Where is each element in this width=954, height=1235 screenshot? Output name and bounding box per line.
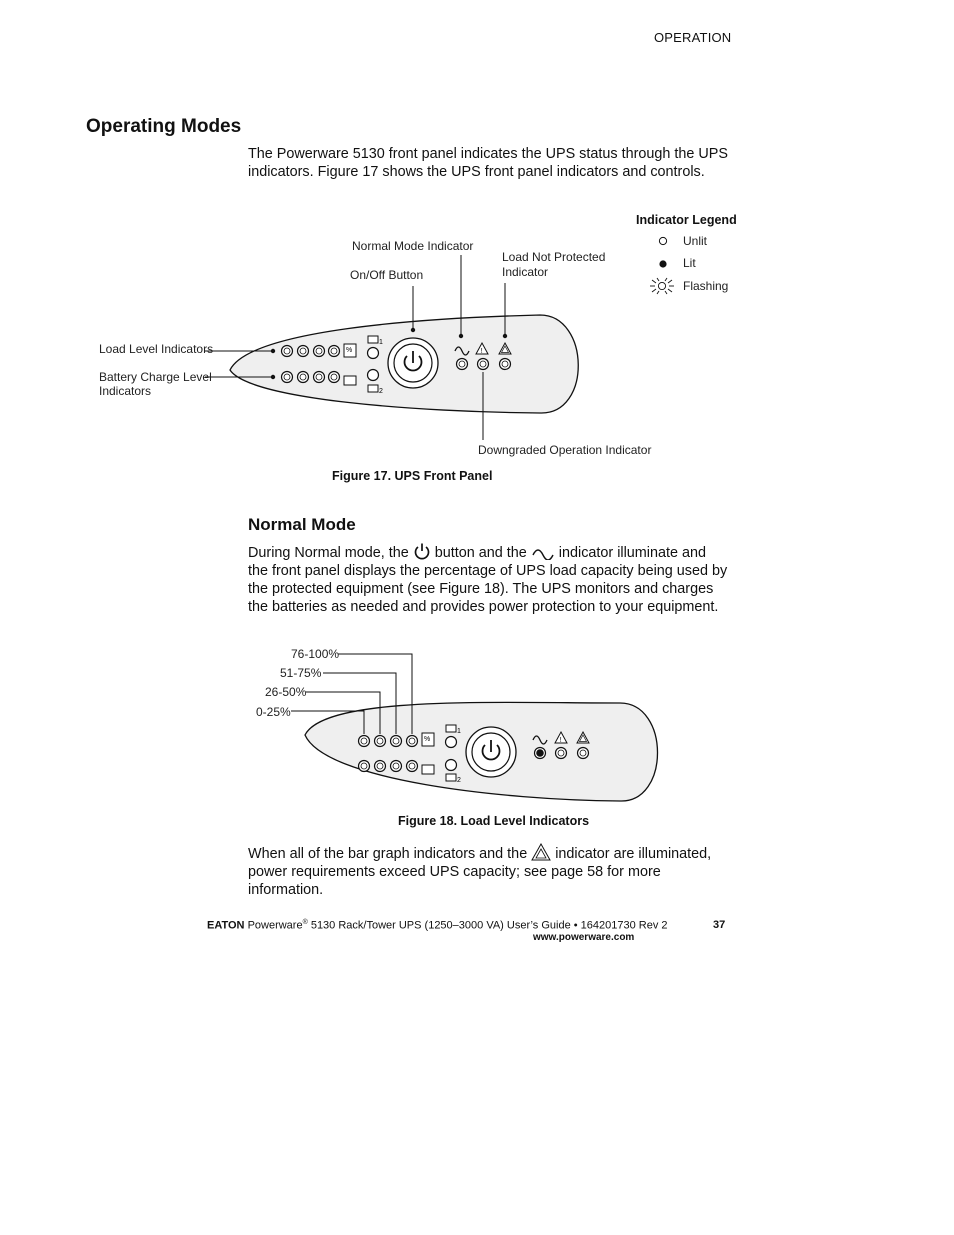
section-title-normal-mode: Normal Mode bbox=[248, 515, 356, 534]
svg-text:1: 1 bbox=[379, 339, 383, 346]
closing-paragraph: When all of the bar graph indicators and the indicator are illuminated, power requirements exceed UPS capacity; see page 58 for more information. bbox=[248, 843, 738, 899]
level-51-75: 51-75% bbox=[280, 666, 322, 680]
level-0-25: 0-25% bbox=[256, 705, 291, 719]
legend-flashing-icon bbox=[650, 278, 674, 294]
section-title-operating-modes: Operating Modes bbox=[86, 116, 242, 137]
on-off-button bbox=[388, 338, 438, 388]
label-load-not-protected-1: Load Not Protected bbox=[502, 250, 606, 264]
figure-18-caption: Figure 18. Load Level Indicators bbox=[398, 814, 590, 828]
legend-flashing-label: Flashing bbox=[683, 279, 729, 293]
level-76-100: 76-100% bbox=[291, 647, 340, 661]
label-downgraded-operation: Downgraded Operation Indicator bbox=[478, 443, 652, 457]
legend-unlit-label: Unlit bbox=[683, 234, 708, 248]
figure-17-caption: Figure 17. UPS Front Panel bbox=[332, 469, 493, 483]
label-battery-charge-1: Battery Charge Level bbox=[99, 370, 212, 384]
figure-18-load-level-indicators bbox=[0, 640, 954, 810]
legend-lit-label: Lit bbox=[683, 256, 696, 270]
label-load-not-protected-2: Indicator bbox=[502, 265, 549, 279]
label-load-level-indicators: Load Level Indicators bbox=[99, 342, 214, 356]
battery-pct-icon bbox=[344, 376, 356, 385]
svg-text:2: 2 bbox=[457, 777, 461, 784]
sine-wave-icon bbox=[531, 546, 555, 560]
svg-text:%: % bbox=[424, 736, 431, 743]
group1-icon bbox=[368, 336, 378, 343]
level-26-50: 26-50% bbox=[265, 685, 307, 699]
legend-lit-icon bbox=[659, 260, 666, 267]
figure-17-ups-front-panel bbox=[0, 0, 954, 500]
footer-title: EATON Powerware® 5130 Rack/Tower UPS (1250–3000 VA) User’s Guide • 164201730 Rev 2 bbox=[207, 919, 668, 932]
svg-text:2: 2 bbox=[379, 388, 383, 395]
svg-text:!: ! bbox=[559, 737, 562, 744]
running-header: OPERATION bbox=[654, 30, 732, 45]
label-battery-charge-2: Indicators bbox=[99, 384, 152, 398]
normal-mode-paragraph: During Normal mode, the button and the indicator illuminate and the front panel displays the percentage of UPS load capacity being used by the protected equipment (see Figure 18). The UPS monitors and charges the batteries as needed and provides power protection to your equipment. bbox=[248, 542, 728, 616]
indicator-legend-title: Indicator Legend bbox=[636, 213, 737, 227]
intro-paragraph: The Powerware 5130 front panel indicates the UPS status through the UPS indicators. Figure 17 shows the UPS front panel indicators and controls. bbox=[248, 146, 728, 180]
svg-text:!: ! bbox=[480, 348, 483, 355]
footer-url: www.powerware.com bbox=[533, 932, 635, 943]
group2-icon bbox=[368, 385, 378, 392]
power-icon bbox=[413, 542, 431, 560]
legend-unlit-icon bbox=[659, 237, 666, 244]
label-normal-mode-indicator: Normal Mode Indicator bbox=[352, 239, 474, 253]
page-number: 37 bbox=[713, 919, 726, 931]
label-on-off-button: On/Off Button bbox=[350, 268, 424, 282]
load-not-protected-icon-inline bbox=[531, 843, 551, 861]
svg-text:1: 1 bbox=[457, 728, 461, 735]
load-pct-mark: % bbox=[346, 347, 353, 354]
